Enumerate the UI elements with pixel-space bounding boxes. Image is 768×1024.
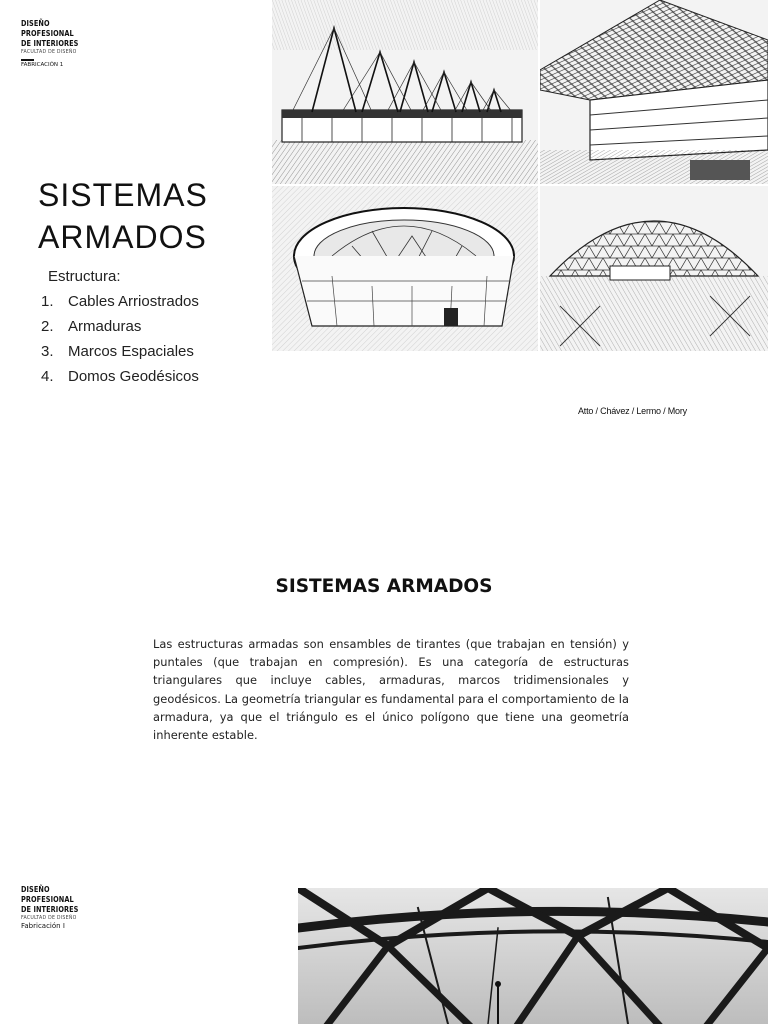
list-text: Marcos Espaciales xyxy=(68,343,194,360)
course-label: Fabricación I xyxy=(21,922,65,930)
structure-label: Estructura: xyxy=(48,268,121,285)
list-item xyxy=(41,342,199,367)
title-line: SISTEMAS xyxy=(38,177,208,213)
logo-line: DISEÑO xyxy=(21,885,50,894)
authors-credit: Atto / Chávez / Lermo / Mory xyxy=(578,406,687,416)
list-number: 1. xyxy=(41,293,54,310)
list-text: Domos Geodésicos xyxy=(68,368,199,385)
stadium-sketch xyxy=(272,186,538,351)
faculty-logo xyxy=(21,19,91,69)
logo-line: PROFESIONAL xyxy=(21,895,74,904)
list-number: 3. xyxy=(41,343,54,360)
list-text: Armaduras xyxy=(68,318,142,335)
list-text: Cables Arriostrados xyxy=(68,293,199,310)
title-line: ARMADOS xyxy=(38,219,207,255)
list-item xyxy=(41,292,199,317)
section-heading: SISTEMAS ARMADOS xyxy=(275,576,493,597)
logo-line: DE INTERIORES xyxy=(21,39,79,48)
truss-photo xyxy=(298,888,768,1024)
body-paragraph: Las estructuras armadas son ensambles de tirantes (que trabajan en tensión) y puntales (que trabajan en compresión). Es una categoría de estructuras triangulares que incluye cables, armaduras, marcos tridimensionales y geodésicos. La geometría triangular es fundamental para el comportamiento de la armadura, ya que el triángulo es el único polígono que tiene una geometría inherente estable. xyxy=(153,637,629,743)
course-label: FABRICACIÓN 1 xyxy=(21,61,64,68)
logo-subline: FACULTAD DE DISEÑO xyxy=(21,49,77,55)
logo-subline: FACULTAD DE DISEÑO xyxy=(21,915,77,921)
structure-list xyxy=(41,292,199,392)
list-item xyxy=(41,367,199,392)
logo-line: DE INTERIORES xyxy=(21,905,79,914)
geodesic-dome-sketch xyxy=(540,186,768,351)
logo-line: PROFESIONAL xyxy=(21,29,74,38)
list-number: 2. xyxy=(41,318,54,335)
faculty-logo-bottom xyxy=(21,885,91,931)
list-item xyxy=(41,317,199,342)
slide-title xyxy=(38,174,208,258)
cable-stayed-sketch xyxy=(272,0,538,184)
list-number: 4. xyxy=(41,368,54,385)
space-frame-sketch xyxy=(540,0,768,184)
logo-line: DISEÑO xyxy=(21,19,50,28)
